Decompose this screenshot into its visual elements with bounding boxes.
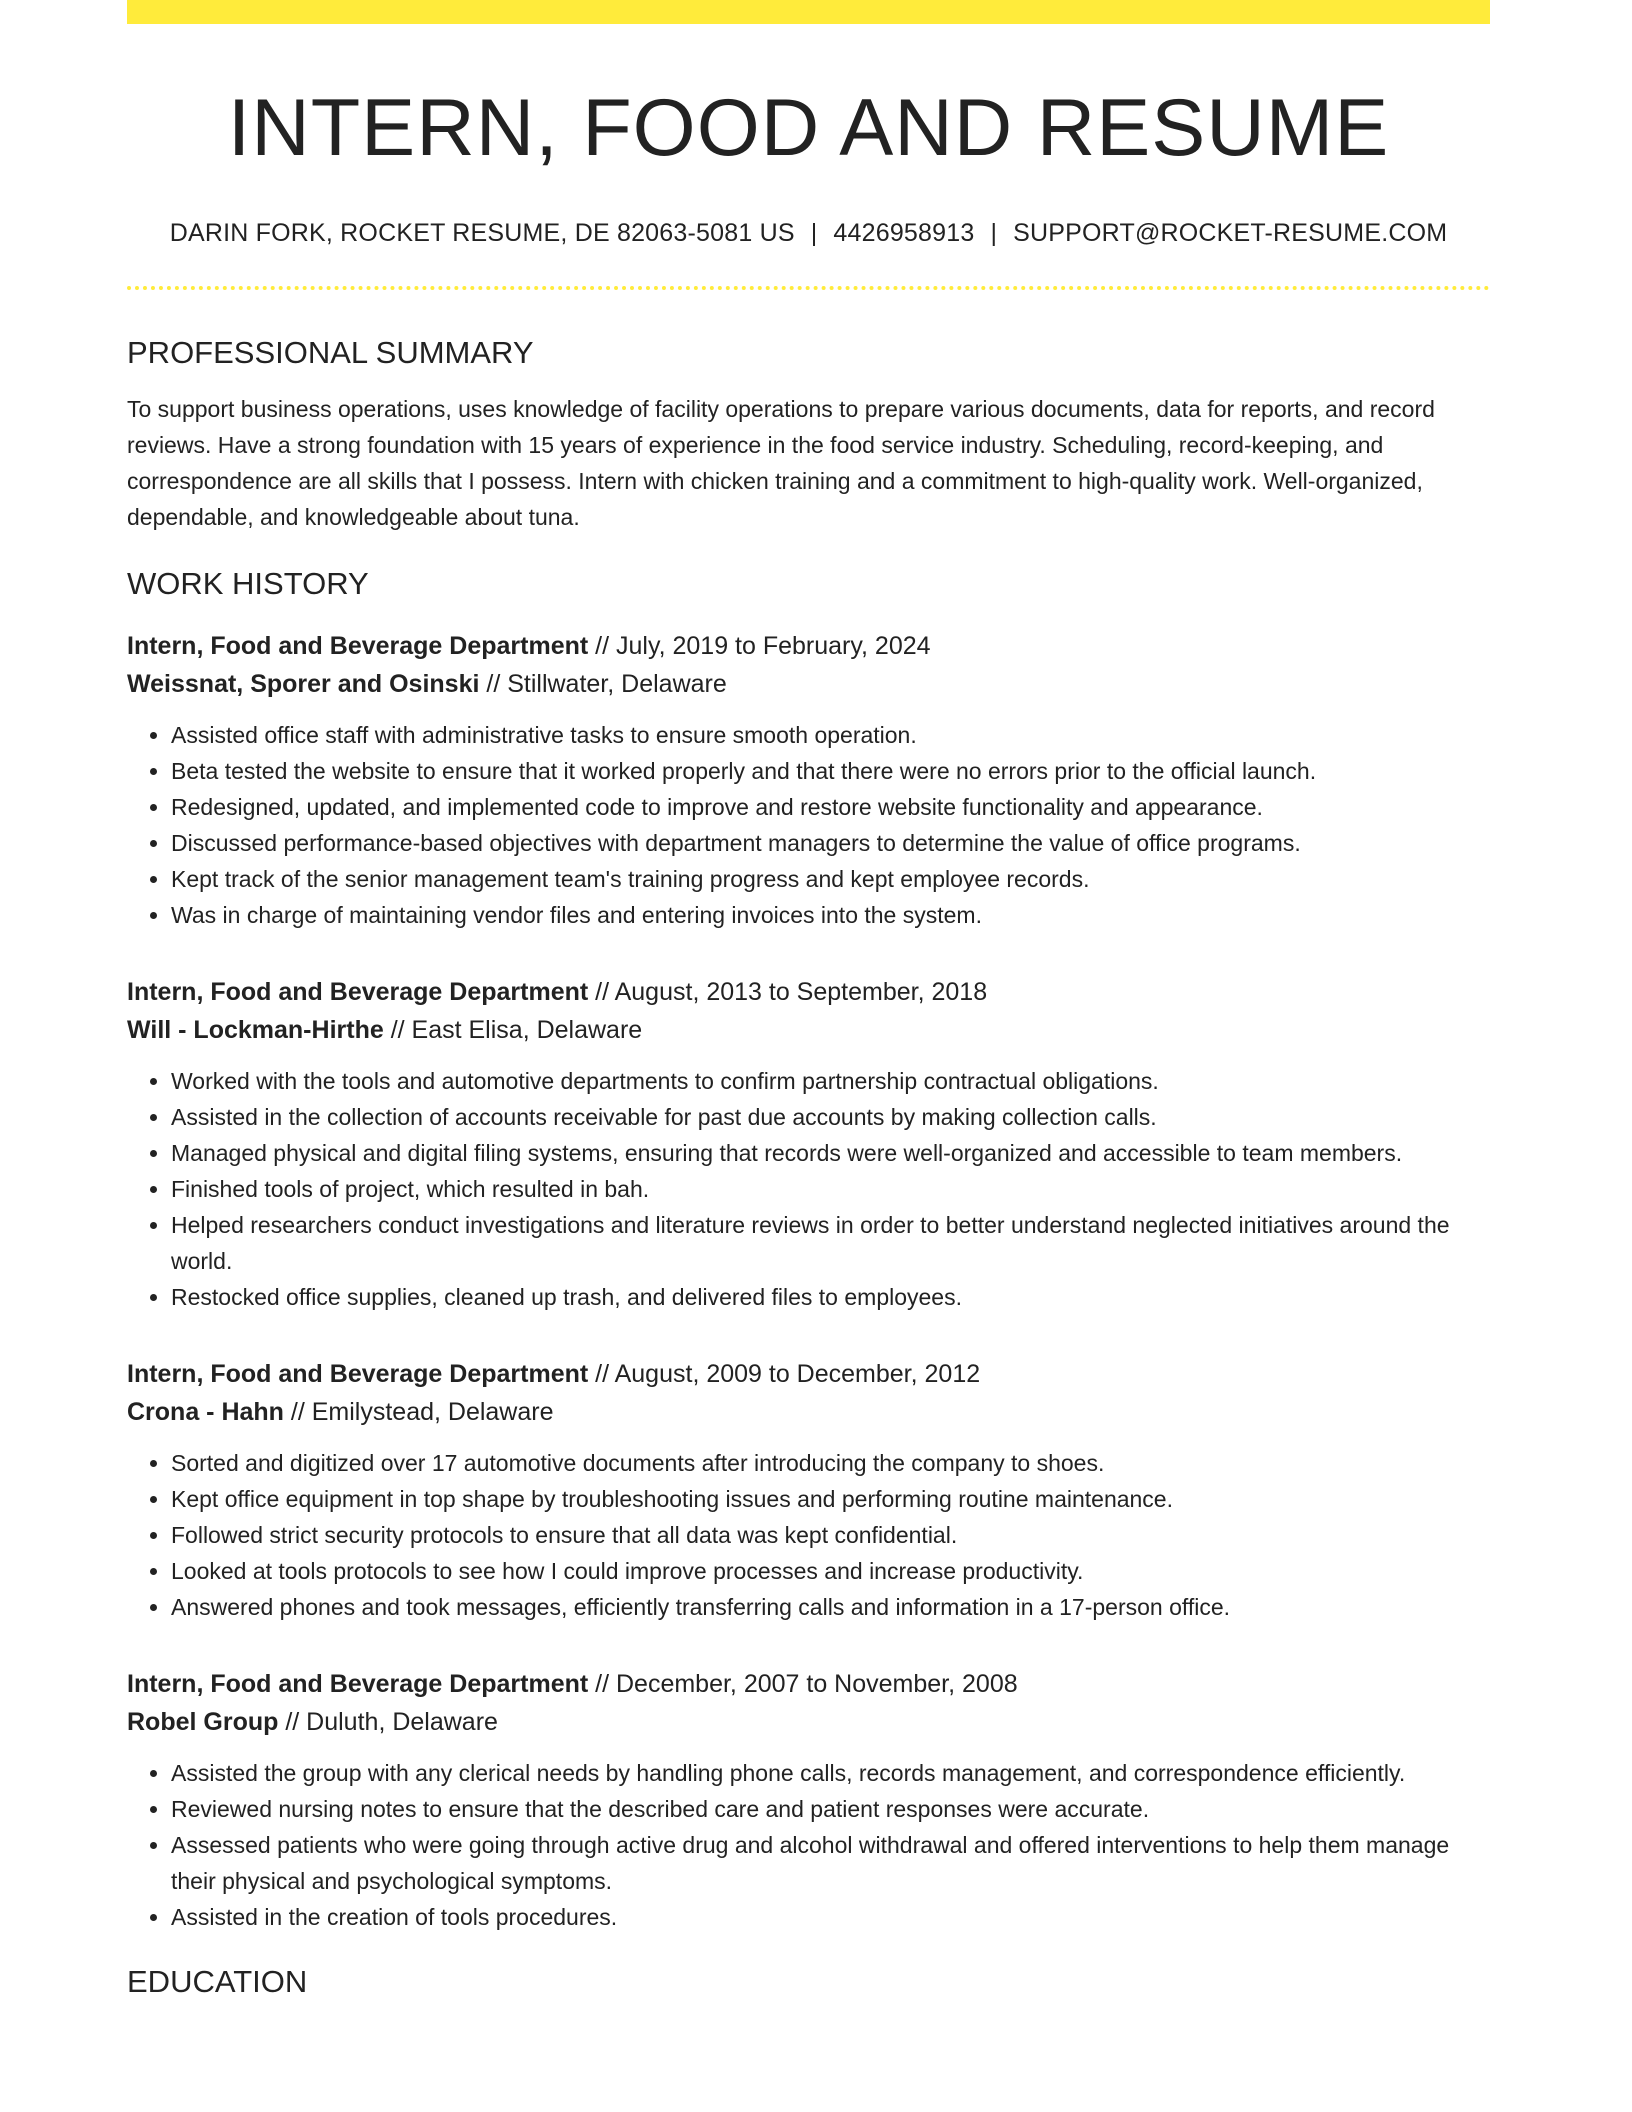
contact-line — [127, 219, 1490, 248]
job-bullet: • Assisted in the collection of accounts receivable for past due accounts by making collection calls. — [171, 1099, 1490, 1135]
contact-separator: | — [990, 219, 998, 248]
job-bullet: • Worked with the tools and automotive departments to confirm partnership contractual obligations. — [171, 1063, 1490, 1099]
contact-email[interactable]: SUPPORT@ROCKET-RESUME.COM — [1013, 219, 1448, 248]
summary-text: To support business operations, uses knowledge of facility operations to prepare various documents, data for reports, and record reviews. Have a strong foundation with 15 years of experience in the food service industry. Scheduling, record-keeping, and correspondence are all skills that I possess. Intern with chicken training and a commitment to high-quality work. Well-organized, dependable, and knowledgeable about tuna. — [127, 396, 1435, 531]
job-title-line — [127, 627, 1490, 665]
job-company-line — [127, 665, 1490, 703]
job-title-line — [127, 1355, 1490, 1393]
job-location: // Emilystead, Delaware — [283, 1397, 554, 1426]
dotted-divider — [127, 286, 1490, 290]
job-bullet: • Answered phones and took messages, efficiently transferring calls and information in a 17-person office. — [171, 1589, 1490, 1625]
summary-heading: PROFESSIONAL SUMMARY — [127, 335, 534, 371]
job-entry — [127, 973, 1490, 1315]
job-bullet: • Finished tools of project, which resulted in bah. — [171, 1171, 1490, 1207]
job-bullet: • Was in charge of maintaining vendor files and entering invoices into the system. — [171, 897, 1490, 933]
job-entry — [127, 1665, 1490, 1935]
job-company: Weissnat, Sporer and Osinski — [127, 669, 480, 698]
job-bullet: • Managed physical and digital filing systems, ensuring that records were well-organized and accessible to team members. — [171, 1135, 1490, 1171]
job-bullet: • Assisted the group with any clerical needs by handling phone calls, records management, and correspondence efficiently. — [171, 1755, 1490, 1791]
job-bullet: • Kept track of the senior management team's training progress and kept employee records. — [171, 861, 1490, 897]
resume-page — [127, 0, 1490, 2000]
education-heading: EDUCATION — [127, 1963, 308, 1999]
job-bullet: • Looked at tools protocols to see how I could improve processes and increase productivity. — [171, 1553, 1490, 1589]
job-company: Will - Lockman-Hirthe — [127, 1015, 384, 1044]
job-title: Intern, Food and Beverage Department — [127, 977, 589, 1006]
job-bullet: • Reviewed nursing notes to ensure that the described care and patient responses were accurate. — [171, 1791, 1490, 1827]
job-company-line — [127, 1011, 1490, 1049]
job-location: // East Elisa, Delaware — [383, 1015, 643, 1044]
work-history-heading: WORK HISTORY — [127, 566, 369, 602]
contact-separator: | — [810, 219, 818, 248]
job-bullet: • Assisted office staff with administrative tasks to ensure smooth operation. — [171, 717, 1490, 753]
job-bullets — [127, 1755, 1490, 1935]
job-dates: // December, 2007 to November, 2008 — [588, 1669, 1018, 1698]
job-bullets — [127, 1063, 1490, 1315]
job-bullet: • Followed strict security protocols to ensure that all data was kept confidential. — [171, 1517, 1490, 1553]
job-bullet: • Sorted and digitized over 17 automotive documents after introducing the company to shoes. — [171, 1445, 1490, 1481]
job-dates: // August, 2013 to September, 2018 — [588, 977, 988, 1006]
job-company: Crona - Hahn — [127, 1397, 284, 1426]
job-bullet: • Kept office equipment in top shape by troubleshooting issues and performing routine maintenance. — [171, 1481, 1490, 1517]
job-bullets — [127, 717, 1490, 933]
accent-bar — [127, 0, 1490, 24]
job-bullet: • Assessed patients who were going through active drug and alcohol withdrawal and offered interventions to help them manage their physical and psychological symptoms. — [171, 1827, 1490, 1899]
job-dates: // July, 2019 to February, 2024 — [588, 631, 931, 660]
job-title-line — [127, 973, 1490, 1011]
job-title: Intern, Food and Beverage Department — [127, 631, 589, 660]
resume-title: INTERN, FOOD AND RESUME — [227, 83, 1390, 173]
job-dates: // August, 2009 to December, 2012 — [588, 1359, 981, 1388]
job-bullet: • Helped researchers conduct investigations and literature reviews in order to better understand neglected initiatives around the world. — [171, 1207, 1490, 1279]
job-title: Intern, Food and Beverage Department — [127, 1359, 589, 1388]
job-company: Robel Group — [127, 1707, 279, 1736]
job-bullet: • Redesigned, updated, and implemented code to improve and restore website functionality and appearance. — [171, 789, 1490, 825]
job-bullet: • Beta tested the website to ensure that it worked properly and that there were no errors prior to the official launch. — [171, 753, 1490, 789]
job-title: Intern, Food and Beverage Department — [127, 1669, 589, 1698]
contact-phone: 4426958913 — [833, 219, 975, 248]
job-bullet: • Restocked office supplies, cleaned up trash, and delivered files to employees. — [171, 1279, 1490, 1315]
job-bullet: • Assisted in the creation of tools procedures. — [171, 1899, 1490, 1935]
job-location: // Stillwater, Delaware — [479, 669, 727, 698]
job-list — [127, 627, 1490, 1935]
job-company-line — [127, 1703, 1490, 1741]
job-company-line — [127, 1393, 1490, 1431]
contact-address: DARIN FORK, ROCKET RESUME, DE 82063-5081 US — [169, 219, 795, 248]
job-bullets — [127, 1445, 1490, 1625]
job-location: // Duluth, Delaware — [278, 1707, 498, 1736]
job-bullet: • Discussed performance-based objectives with department managers to determine the value of office programs. — [171, 825, 1490, 861]
job-entry — [127, 1355, 1490, 1625]
job-entry — [127, 627, 1490, 933]
job-title-line — [127, 1665, 1490, 1703]
